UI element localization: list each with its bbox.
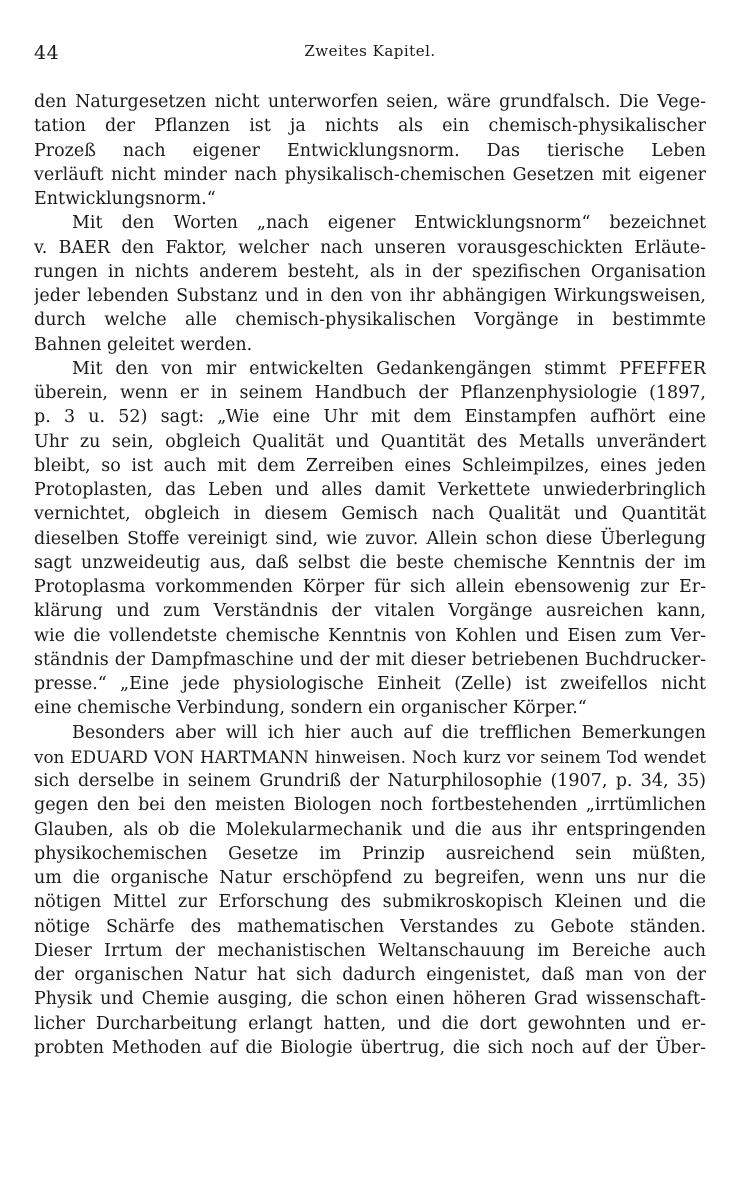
text-line: tation der Pflanzen ist ja nichts als ein chemisch-physikalischer	[34, 116, 706, 137]
text-line: Protoplasma vorkommenden Körper für sich allein ebensowenig zur Er-	[34, 577, 706, 597]
text-line: p. 3 u. 52) sagt: „Wie eine Uhr mit dem Einstampfen aufhört eine	[34, 407, 706, 428]
text-line: Physik und Chemie ausging, die schon einen höheren Grad wissenschaft-	[34, 989, 706, 1010]
text-line: Mit den von mir entwickelten Gedankengängen stimmt PFEFFER	[72, 358, 706, 379]
running-head	[34, 42, 706, 66]
page-number: 44	[34, 42, 60, 64]
text-line: Besonders aber will ich hier auch auf die trefflichen Bemerkungen	[72, 722, 706, 743]
text-line: dieselben Stoffe vereinigt sind, wie zuvor. Allein schon diese Überlegung	[34, 528, 706, 549]
text-line: Dieser Irrtum der mechanistischen Weltanschauung im Bereiche auch	[34, 940, 706, 961]
text-line: bleibt, so ist auch mit dem Zerreiben eines Schleimpilzes, eines jeden	[34, 455, 706, 476]
text-line: wie die vollendetste chemische Kenntnis von Kohlen und Eisen zum Ver-	[34, 625, 706, 646]
text-line: klärung und zum Verständnis der vitalen Vorgänge ausreichen kann,	[34, 601, 706, 622]
text-line: physikochemischen Gesetze im Prinzip ausreichend sein müßten,	[34, 843, 706, 864]
text-line: der organischen Natur hat sich dadurch eingenistet, daß man von der	[34, 965, 706, 985]
text-line: probten Methoden auf die Biologie übertrug, die sich noch auf der Über-	[34, 1037, 706, 1058]
text-line: v. BAER den Faktor, welcher nach unseren vorausgeschickten Erläute-	[34, 237, 706, 258]
text-line: nötige Schärfe des mathematischen Verstandes zu Gebote ständen.	[34, 916, 706, 937]
text-line: gegen den bei den meisten Biologen noch fortbestehenden „irrtümlichen	[34, 795, 706, 816]
text-line: rungen in nichts anderem besteht, als in der spezifischen Organisation	[34, 261, 706, 282]
text-line: licher Durcharbeitung erlangt hatten, und die dort gewohnten und er-	[34, 1013, 706, 1034]
body-text	[34, 90, 706, 1060]
text-line: von EDUARD VON HARTMANN hinweisen. Noch kurz vor seinem Tod wendet	[34, 746, 706, 767]
text-line: Uhr zu sein, obgleich Qualität und Quantität des Metalls unverändert	[34, 431, 706, 452]
text-line: Mit den Worten „nach eigener Entwicklungsnorm“ bezeichnet	[72, 213, 706, 234]
text-line: überein, wenn er in seinem Handbuch der Pflanzenphysiologie (1897,	[34, 383, 706, 403]
text-line: um die organische Natur erschöpfend zu begreifen, wenn uns nur die	[34, 868, 706, 888]
text-line: den Naturgesetzen nicht unterworfen seien, wäre grundfalsch. Die Vege-	[34, 92, 706, 112]
text-line: Prozeß nach eigener Entwicklungsnorm. Das tierische Leben	[34, 140, 706, 161]
text-line: verläuft nicht minder nach physikalisch-chemischen Gesetzen mit eigener	[34, 164, 706, 185]
text-line: sich derselbe in seinem Grundriß der Naturphilosophie (1907, p. 34, 35)	[34, 771, 706, 791]
text-line: ständnis der Dampfmaschine und der mit dieser betriebenen Buchdrucker-	[34, 649, 706, 670]
text-line: Glauben, als ob die Molekularmechanik und die aus ihr entspringenden	[34, 819, 706, 840]
text-line: Protoplasten, das Leben und alles damit Verkettete unwiederbringlich	[34, 480, 706, 500]
text-line: presse.“ „Eine jede physiologische Einheit (Zelle) ist zweifellos nicht	[34, 674, 706, 694]
text-line: durch welche alle chemisch-physikalischen Vorgänge in bestimmte	[34, 310, 706, 331]
text-line: sagt unzweideutig aus, daß selbst die beste chemische Kenntnis der im	[34, 552, 706, 573]
text-line: Entwicklungsnorm.“	[34, 189, 216, 209]
text-line: nötigen Mittel zur Erforschung des submikroskopisch Kleinen und die	[34, 892, 706, 913]
text-line: jeder lebenden Substanz und in den von ihr abhängigen Wirkungsweisen,	[34, 286, 706, 306]
chapter-title: Zweites Kapitel.	[304, 42, 436, 60]
text-line: vernichtet, obgleich in diesem Gemisch nach Qualität und Quantität	[34, 504, 706, 525]
text-line: eine chemische Verbindung, sondern ein organischer Körper.“	[34, 698, 587, 719]
text-line: Bahnen geleitet werden.	[34, 334, 253, 355]
